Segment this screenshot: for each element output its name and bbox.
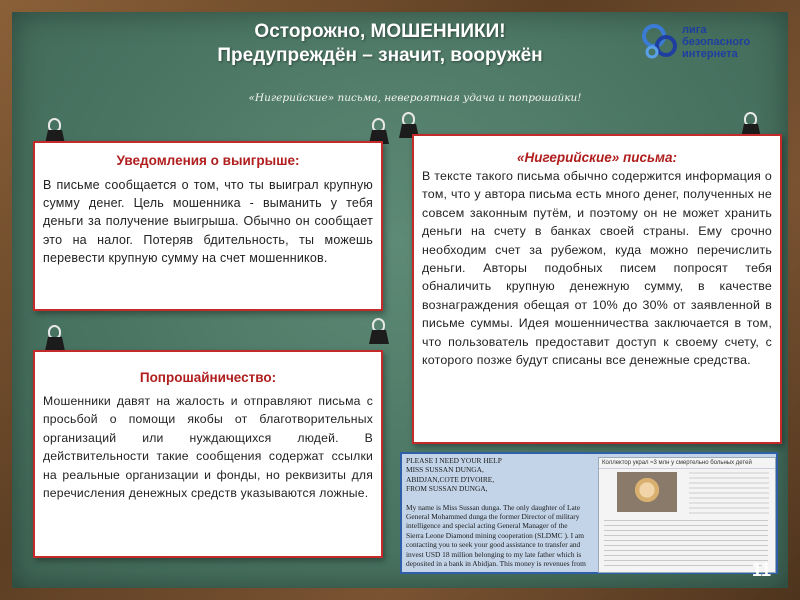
letter-line: contacting you to seek your good assistance to transfer and	[406, 540, 581, 550]
slide-subtitle: «Нигерийские» письма, невероятная удача и попрошайки!	[248, 92, 582, 104]
binder-clip-icon	[366, 318, 392, 348]
logo	[640, 20, 770, 64]
title-line-1: Осторожно, МОШЕННИКИ!	[254, 21, 506, 42]
logo-line-1: лига	[682, 24, 707, 36]
example-letter-image	[400, 452, 778, 574]
example-letter-text	[406, 456, 594, 570]
card-begging-title: Попрошайничество:	[139, 370, 277, 385]
title-line-2: Предупреждён – значит, вооружён	[217, 45, 543, 66]
card-begging	[33, 350, 383, 558]
letter-line: General Mohammed dunga the former Director of military	[406, 512, 580, 522]
slide-title	[150, 20, 610, 68]
news-sidebar	[689, 472, 769, 516]
woman-photo	[617, 472, 677, 512]
logo-line-2: безопасного	[682, 36, 751, 48]
letter-line: intelligence and special acting General Manager of the	[406, 521, 568, 531]
page-number: 11	[752, 560, 772, 580]
logo-line-3: интернета	[682, 48, 738, 60]
logo-circles-icon	[640, 22, 680, 62]
letter-line: FROM SUSSAN DUNGA,	[406, 484, 488, 494]
card-nigerian-title: «Нигерийские» письма:	[517, 150, 677, 165]
letter-line: MISS SUSSAN DUNGA,	[406, 465, 484, 475]
card-winnings-title: Уведомления о выигрыше:	[116, 153, 300, 168]
card-begging-text: Мошенники давят на жалость и отправляют письма с просьбой о помощи якобы от благотворительных организаций или нуждающихся людей. В действительности такие сообщения содержат ссылки на реальные организации и фонды, но реквизиты для перечисления денежных средств указываются ложные.	[43, 394, 373, 501]
card-nigerian-text: В тексте такого письма обычно содержится информация о том, что у автора письма есть много денег, полученных не совсем законным путём, и поэтому он не может хранить деньги на счету в банках своей страны. Ему срочно необходим счет за рубежом, куда можно перечислить деньги. Авторы подобных писем попросят тебя обналичить крупную денежную сумму, в качестве вознаграждения обещая от 10% до 30% от заявленной в письме суммы. Идея мошенничества заключается в том, что пользователь предоставит доступ к своему счету, с которого позже будут списаны все денежные средства.	[422, 169, 772, 368]
news-screenshot	[598, 457, 776, 573]
letter-line: deposited in a bank in Abidjan. This money is revenues from	[406, 559, 586, 569]
letter-line: ABIDJAN,COTE D'IVOIRE,	[406, 474, 495, 484]
card-winnings-text: В письме сообщается о том, что ты выиграл крупную сумму денег. Цель мошенника - выманить у тебя деньги за получение выигрыша. Обычно он сообщает это на налог. Потеряв бдительность, ты можешь перевести крупную сумму на счет мошенников.	[43, 178, 373, 265]
letter-line: Sierra Leone Diamond mining cooperation (SLDMC ). I am	[406, 530, 584, 540]
card-nigerian-letters	[412, 134, 782, 444]
letter-line: My name is Miss Sussan dunga. The only daughter of Late	[406, 502, 581, 512]
news-body-text	[604, 520, 768, 568]
card-winnings	[33, 141, 383, 311]
letter-line: invest USD 18 million belonging to my late father which is	[406, 549, 582, 559]
letter-line: PLEASE I NEED YOUR HELP	[406, 456, 502, 465]
news-headline: Коллектор украл ≈3 млн у смертельно больных детей	[599, 458, 775, 469]
